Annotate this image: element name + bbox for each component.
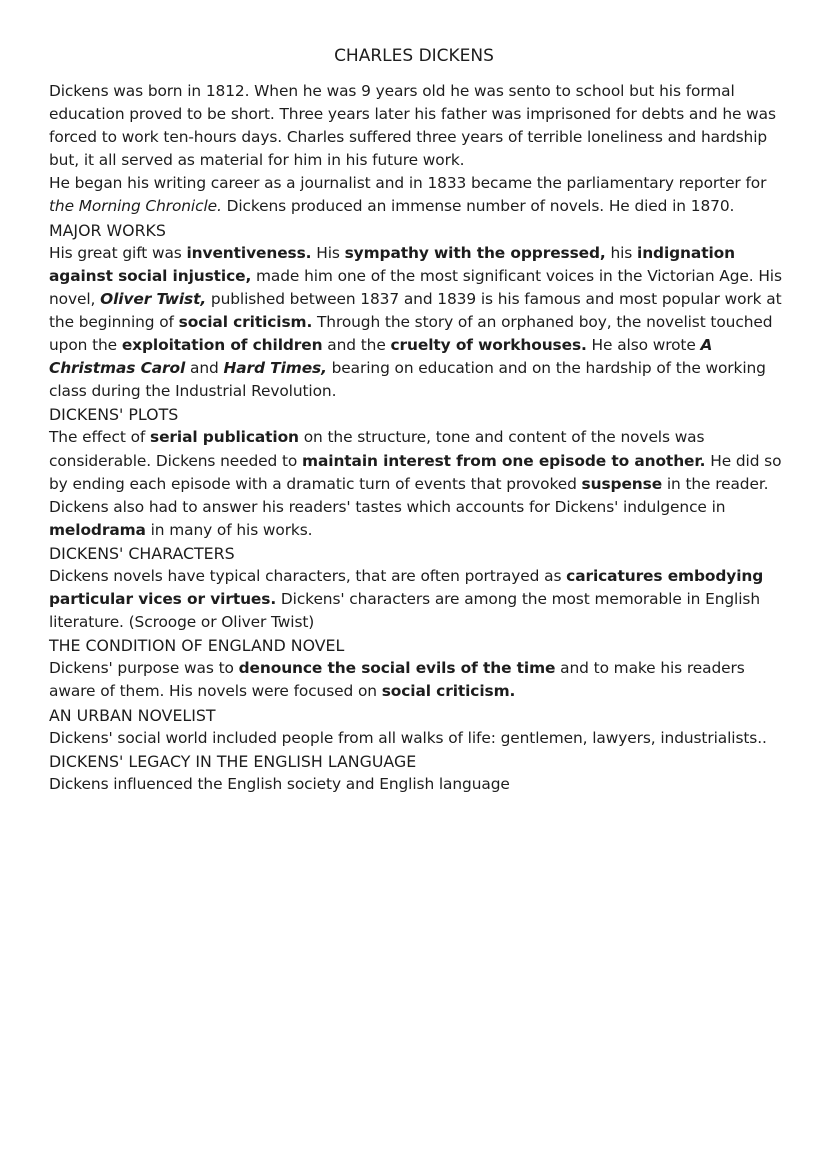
emphasis-text: sympathy with the oppressed, <box>344 243 606 262</box>
emphasis-text: social criticism. <box>178 312 313 331</box>
text-run: on the structure, tone and content of the novels was considerable. Dickens needed to <box>49 428 705 470</box>
emphasis-text: exploitation of children <box>121 336 323 355</box>
text-run: in the reader. Dickens also had to answer his readers' tastes which accounts for Dickens' indulgence in <box>49 474 769 516</box>
section-heading-urban: AN URBAN NOVELIST <box>49 705 216 725</box>
section-heading-characters: DICKENS' CHARACTERS <box>49 543 235 563</box>
text-run: made him one of the most significant voices in the Victorian Age. His novel, <box>49 266 782 308</box>
intro-paragraph-career <box>49 172 789 218</box>
emphasis-text: serial publication <box>150 428 299 447</box>
text-run: his <box>605 243 638 262</box>
emphasis-text: denounce the social evils of the time <box>238 659 556 678</box>
text-run: and <box>185 359 224 378</box>
intro-career-text: He began his writing career as a journalist and in 1833 became the parliamentary reporter for <box>49 174 767 193</box>
intro-career-text-end: Dickens produced an immense number of novels. He died in 1870. <box>221 197 735 216</box>
text-run: and to make his readers aware of them. His novels were focused on <box>49 659 745 701</box>
emphasis-text: cruelty of workhouses. <box>390 336 587 355</box>
novel-title: Oliver Twist, <box>100 289 207 308</box>
emphasis-text: maintain interest from one episode to another. <box>302 451 706 470</box>
document-title: CHARLES DICKENS <box>334 46 494 66</box>
emphasis-text: inventiveness. <box>186 243 312 262</box>
emphasis-text: social criticism. <box>381 682 516 701</box>
text-run: He also wrote <box>586 336 701 355</box>
emphasis-text: indignation against social injustice, <box>49 243 735 285</box>
text-run: His great gift was <box>49 243 187 262</box>
text-run: in many of his works. <box>145 520 313 539</box>
text-run: His <box>311 243 345 262</box>
section-heading-major-works: MAJOR WORKS <box>49 220 166 240</box>
section-heading-legacy: DICKENS' LEGACY IN THE ENGLISH LANGUAGE <box>49 751 417 771</box>
novel-title: A Christmas Carol <box>49 336 713 378</box>
text-run: Dickens influenced the English society and English language <box>49 774 510 793</box>
newspaper-title: the Morning Chronicle. <box>49 197 222 216</box>
text-run: published between 1837 and 1839 is his famous and most popular work at the beginning of <box>49 289 782 331</box>
text-run: bearing on education and on the hardship of the working class during the Industrial Revolution. <box>49 359 766 401</box>
text-run: Through the story of an orphaned boy, the novelist touched upon the <box>49 312 773 355</box>
section-heading-plots: DICKENS' PLOTS <box>49 405 179 425</box>
intro-text: Dickens was born in 1812. When he was 9 years old he was sento to school but his formal education proved to be short. Three years later his father was imprisoned for debts and he was forced to work ten-hours days. Charles suffered three years of terrible loneliness and hardship but, it all served as material for him in his future work. <box>49 82 776 170</box>
document-body <box>49 80 789 796</box>
novel-title: Hard Times, <box>223 359 327 378</box>
plots-paragraph <box>49 426 789 541</box>
text-run: He did so by ending each episode with a dramatic turn of events that provoked <box>49 451 782 493</box>
characters-paragraph <box>49 565 789 634</box>
emphasis-text: caricatures embodying particular vices or virtues. <box>49 566 764 609</box>
major-works-paragraph <box>49 242 789 404</box>
section-heading-condition: THE CONDITION OF ENGLAND NOVEL <box>49 636 345 656</box>
urban-paragraph <box>49 727 789 750</box>
legacy-paragraph <box>49 773 789 796</box>
text-run: Dickens' characters are among the most memorable in English literature. (Scrooge or Oliver Twist) <box>49 590 760 632</box>
text-run: Dickens' purpose was to <box>49 659 239 678</box>
emphasis-text: melodrama <box>49 520 146 539</box>
emphasis-text: suspense <box>581 474 663 493</box>
text-run: The effect of <box>49 428 151 447</box>
text-run: Dickens' social world included people from all walks of life: gentlemen, lawyers, industrialists.. <box>49 728 767 747</box>
condition-paragraph <box>49 657 789 703</box>
text-run: Dickens novels have typical characters, that are often portrayed as <box>49 566 567 585</box>
text-run: and the <box>322 336 391 355</box>
intro-paragraph-birth <box>49 80 789 172</box>
